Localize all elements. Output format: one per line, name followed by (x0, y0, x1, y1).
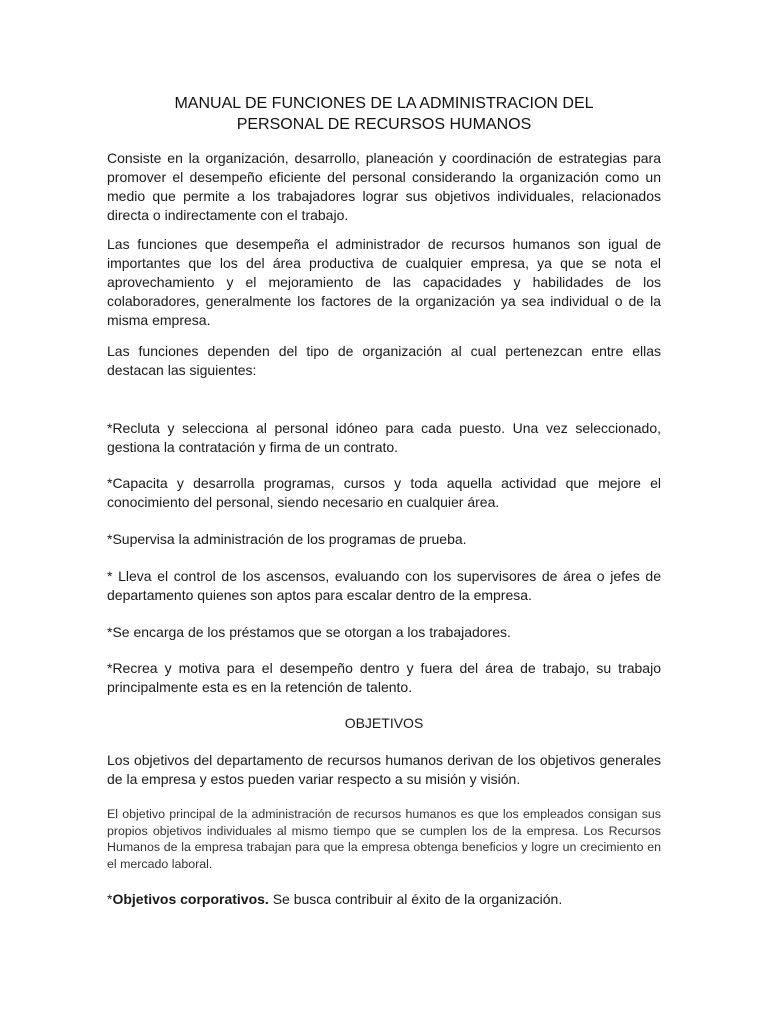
function-item-recruit: *Recluta y selecciona al personal idóneo para cada puesto. Una vez seleccionado, gestiona la contratación y firma de un contrato. (107, 420, 661, 455)
function-item-supervise: *Supervisa la administración de los programas de prueba. (107, 531, 467, 547)
corporate-objectives-item (107, 890, 661, 909)
intro-paragraph: Consiste en la organización, desarrollo, planeación y coordinación de estrategias para promover el desempeño eficiente del personal considerando la organización como un medio que permite a los trabajadores lograr sus objetivos individuales, relacionados directa o indirectamente con el trabajo. (107, 150, 661, 223)
function-item-promotions: * Lleva el control de los ascensos, evaluando con los supervisores de área o jefes de departamento quienes son aptos para escalar dentro de la empresa. (107, 568, 661, 603)
function-item-training: *Capacita y desarrolla programas, cursos y toda aquella actividad que mejore el conocimiento del personal, siendo necesario en cualquier área. (107, 475, 661, 510)
function-item-loans: *Se encarga de los préstamos que se otorgan a los trabajadores. (107, 624, 511, 640)
functions-intro-paragraph: Las funciones dependen del tipo de organización al cual pertenezcan entre ellas destacan las siguientes: (107, 343, 661, 378)
document-title-line-2: PERSONAL DE RECURSOS HUMANOS (236, 116, 532, 133)
objectives-heading: OBJETIVOS (344, 715, 424, 731)
corporate-objectives-text: Se busca contribuir al éxito de la organización. (268, 891, 563, 907)
objectives-paragraph: Los objetivos del departamento de recursos humanos derivan de los objetivos generales de la empresa y estos pueden variar respecto a su misión y visión. (107, 752, 661, 787)
document-title-line-1: MANUAL DE FUNCIONES DE LA ADMINISTRACION DEL (174, 95, 594, 112)
functions-importance-paragraph: Las funciones que desempeña el administrador de recursos humanos son igual de importantes que los del área productiva de cualquier empresa, ya que se nota el aprovechamiento y el mejoramiento de las capacidades y habilidades de los colaboradores, generalmente los factores de la organización ya sea individual o de la misma empresa. (107, 236, 661, 328)
objectives-detail-paragraph: El objetivo principal de la administración de recursos humanos es que los empleados consigan sus propios objetivos individuales al mismo tiempo que se cumplen los de la empresa. Los Recursos Humanos de la empresa trabajan para que la empresa obtenga beneficios y logre un crecimiento en el mercado laboral. (107, 807, 661, 871)
corporate-objectives-label: Objetivos corporativos. (112, 891, 269, 907)
function-item-motivation: *Recrea y motiva para el desempeño dentro y fuera del área de trabajo, su trabajo principalmente esta es en la retención de talento. (107, 660, 661, 695)
corporate-objectives-bullet: * (107, 891, 113, 907)
